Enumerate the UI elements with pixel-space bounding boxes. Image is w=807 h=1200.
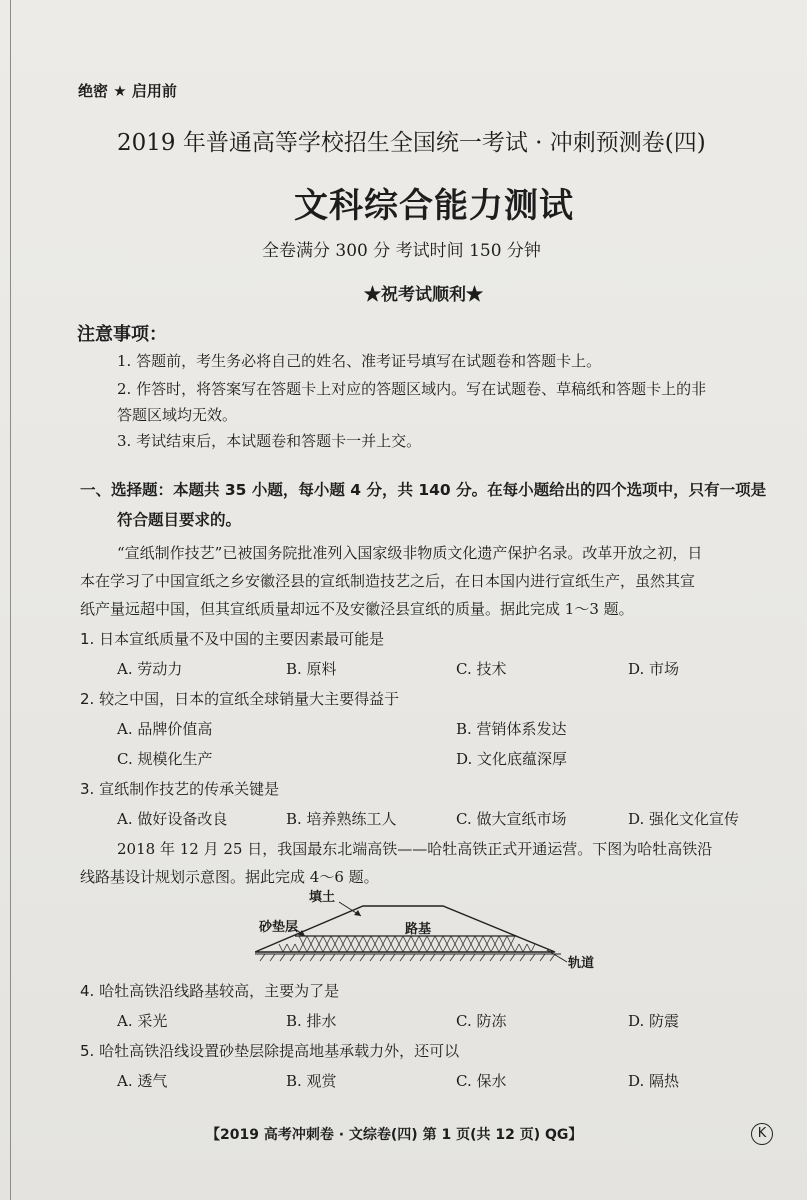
- section-instructions: 一、选择题：本题共 35 小题，每小题 4 分，共 140 分。在每小题给出的四个选项中，只有一项是: [80, 481, 767, 499]
- option: B. 营销体系发达: [456, 720, 567, 738]
- option: D. 强化文化宣传: [628, 810, 740, 828]
- option: A. 采光: [117, 1012, 168, 1030]
- option: C. 做大宣纸市场: [456, 810, 567, 828]
- option: A. 做好设备改良: [117, 810, 228, 828]
- notice-item: 3. 考试结束后，本试题卷和答题卡一并上交。: [117, 432, 422, 450]
- exam-title: 2019 年普通高等学校招生全国统一考试 · 冲刺预测卷(四): [117, 130, 706, 156]
- track-leader: [547, 950, 567, 962]
- option: C. 防冻: [456, 1012, 507, 1030]
- option: D. 文化底蕴深厚: [456, 750, 568, 768]
- score-time: 全卷满分 300 分 考试时间 150 分钟: [262, 241, 541, 261]
- passage-line: 纸产量远超中国，但其宣纸质量却远不及安徽泾县宣纸的质量。据此完成 1～3 题。: [80, 600, 634, 618]
- confidential-label: 绝密 ★ 启用前: [78, 82, 177, 100]
- option: C. 规模化生产: [117, 750, 213, 768]
- option: A. 品牌价值高: [117, 720, 213, 738]
- sand-layer-pattern: [279, 936, 535, 952]
- option: B. 排水: [286, 1012, 337, 1030]
- binding-margin-line: [10, 0, 11, 1200]
- option: B. 观赏: [286, 1072, 337, 1090]
- option: B. 培养熟练工人: [286, 810, 397, 828]
- notice-item: 答题区域均无效。: [117, 406, 238, 424]
- sand-layer-label: 砂垫层: [259, 920, 299, 935]
- option: D. 隔热: [628, 1072, 680, 1090]
- option: B. 原料: [286, 660, 337, 678]
- question-stem: 5. 哈牡高铁沿线设置砂垫层除提高地基承载力外，还可以: [80, 1042, 460, 1060]
- passage-line: 线路基设计规划示意图。据此完成 4～6 题。: [80, 868, 379, 886]
- option: D. 防震: [628, 1012, 680, 1030]
- good-luck-banner: ★祝考试顺利★: [364, 285, 483, 305]
- publisher-badge: K: [751, 1123, 773, 1145]
- notice-item: 1. 答题前，考生务必将自己的姓名、准考证号填写在试题卷和答题卡上。: [117, 352, 602, 370]
- passage-line: 本在学习了中国宣纸之乡安徽泾县的宣纸制造技艺之后，在日本国内进行宣纸生产，虽然其宣: [80, 572, 696, 590]
- passage-line: “宣纸制作技艺”已被国务院批准列入国家级非物质文化遗产保护名录。改革开放之初，日: [117, 544, 703, 562]
- question-stem: 3. 宣纸制作技艺的传承关键是: [80, 780, 280, 798]
- page-footer: 【2019 高考冲刺卷 · 文综卷(四) 第 1 页(共 12 页) QG】: [206, 1127, 583, 1143]
- section-instructions-cont: 符合题目要求的。: [117, 511, 242, 529]
- ground-hatch: [255, 954, 555, 961]
- question-stem: 1. 日本宣纸质量不及中国的主要因素最可能是: [80, 630, 385, 648]
- question-stem: 2. 较之中国，日本的宣纸全球销量大主要得益于: [80, 690, 400, 708]
- option: A. 透气: [117, 1072, 168, 1090]
- passage-line: 2018 年 12 月 25 日，我国最东北端高铁——哈牡高铁正式开通运营。下图为哈牡高铁沿: [117, 840, 713, 858]
- notice-title: 注意事项：: [77, 324, 167, 345]
- fill-label: 填土: [309, 890, 336, 905]
- roadbed-diagram: [255, 888, 615, 972]
- roadbed-label: 路基: [405, 922, 432, 937]
- subject-title: 文科综合能力测试: [294, 186, 574, 226]
- option: D. 市场: [628, 660, 680, 678]
- notice-item: 2. 作答时，将答案写在答题卡上对应的答题区域内。写在试题卷、草稿纸和答题卡上的非: [117, 380, 707, 398]
- fill-arrowhead: [354, 910, 361, 916]
- option: A. 劳动力: [117, 660, 183, 678]
- option: C. 保水: [456, 1072, 507, 1090]
- option: C. 技术: [456, 660, 507, 678]
- question-stem: 4. 哈牡高铁沿线路基较高，主要为了是: [80, 982, 340, 1000]
- track-label: 轨道: [568, 956, 595, 971]
